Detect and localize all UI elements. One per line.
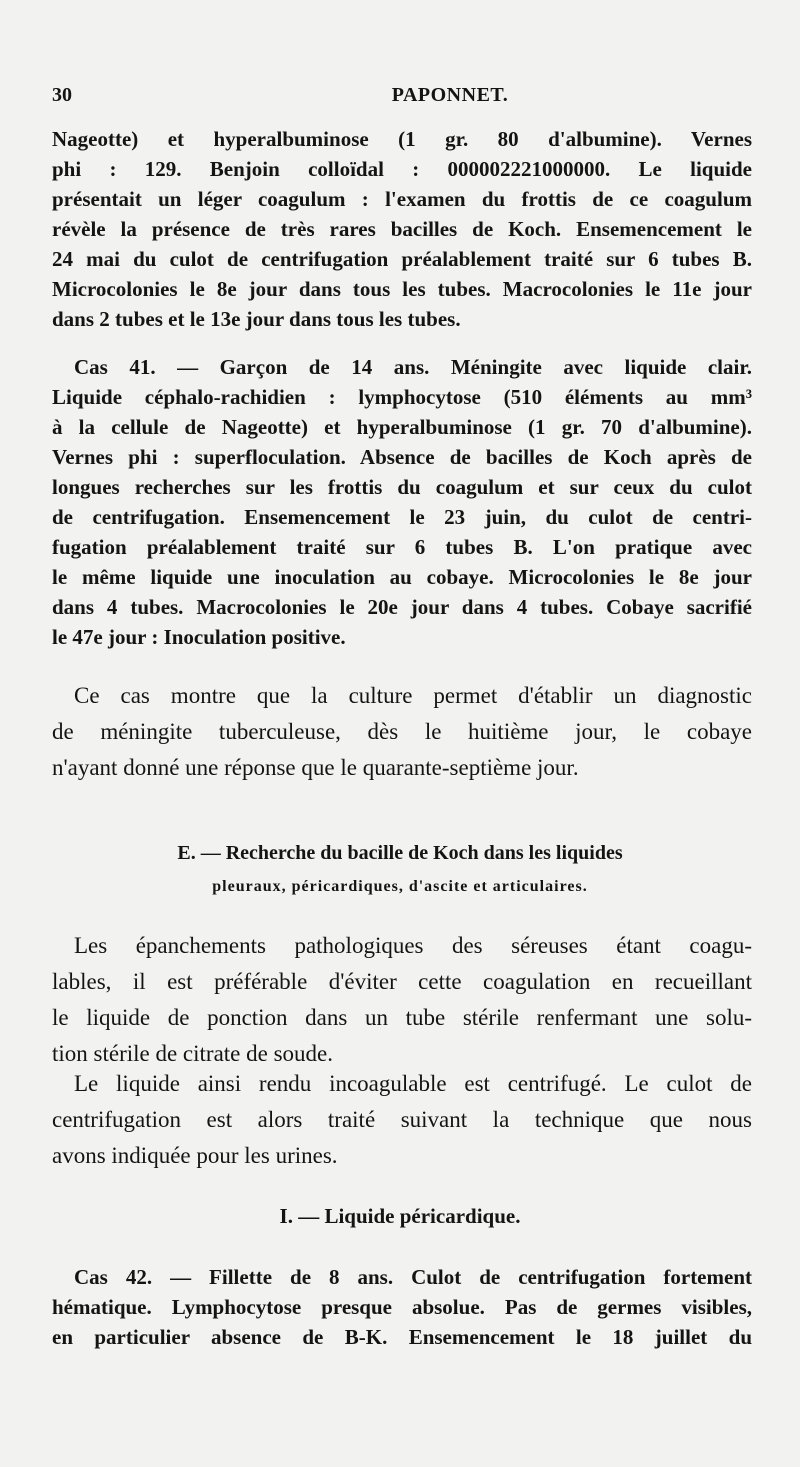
text-line: Le liquide ainsi rendu incoagulable est centrifugé. Le culot de — [74, 1071, 752, 1096]
text-line: avons indiquée pour les urines. — [52, 1143, 338, 1168]
text-line: dans 2 tubes et le 13e jour dans tous les tubes. — [52, 307, 461, 331]
page-header — [52, 84, 752, 112]
text-line: centrifugation est alors traité suivant la technique que nous — [52, 1107, 752, 1132]
paragraph-case-40-end — [52, 124, 752, 334]
text-line: longues recherches sur les frottis du coagulum et sur ceux du culot — [52, 475, 752, 499]
text-line: Nageotte) et hyperalbuminose (1 gr. 80 d'albumine). Vernes — [52, 127, 752, 151]
paragraph-case-42 — [52, 1262, 752, 1352]
text-line: le liquide de ponction dans un tube stérile renfermant une solu- — [52, 1005, 752, 1030]
text-line: dans 4 tubes. Macrocolonies le 20e jour dans 4 tubes. Cobaye sacrifié — [52, 595, 752, 619]
running-title: PAPONNET. — [391, 84, 509, 106]
text-line: présentait un léger coagulum : l'examen du frottis de ce coagulum — [52, 187, 752, 211]
text-line: fugation préalablement traité sur 6 tubes B. L'on pratique avec — [52, 535, 752, 559]
text-line: révèle la présence de très rares bacilles de Koch. Ensemencement le — [52, 217, 752, 241]
text-line: Microcolonies le 8e jour dans tous les tubes. Macrocolonies le 11e jour — [52, 277, 752, 301]
text-line: lables, il est préférable d'éviter cette coagulation en recueillant — [52, 969, 752, 994]
text-line: n'ayant donné une réponse que le quarante-septième jour. — [52, 755, 579, 780]
text-line: le 47e jour : Inoculation positive. — [52, 625, 346, 649]
section-title-line-2: pleuraux, péricardiques, d'ascite et articulaires. — [212, 878, 588, 895]
text-line: en particulier absence de B-K. Ensemencement le 18 juillet du — [52, 1325, 752, 1349]
text-line: Cas 41. — Garçon de 14 ans. Méningite avec liquide clair. — [74, 355, 752, 379]
page-number: 30 — [52, 84, 72, 106]
text-line: Vernes phi : superfloculation. Absence de bacilles de Koch après de — [52, 445, 752, 469]
subsection-title: I. — Liquide péricardique. — [279, 1204, 521, 1228]
text-line: Liquide céphalo-rachidien : lymphocytose (510 éléments au mm³ — [52, 385, 752, 409]
paragraph-conclusion — [52, 678, 752, 786]
text-line: 24 mai du culot de centrifugation préalablement traité sur 6 tubes B. — [52, 247, 752, 271]
text-line: à la cellule de Nageotte) et hyperalbuminose (1 gr. 70 d'albumine). — [52, 415, 752, 439]
text-line: le même liquide une inoculation au cobaye. Microcolonies le 8e jour — [52, 565, 752, 589]
text-line: tion stérile de citrate de soude. — [52, 1041, 334, 1066]
text-line: Les épanchements pathologiques des séreuses étant coagu- — [74, 933, 752, 958]
section-title-line-1: E. — Recherche du bacille de Koch dans les liquides — [177, 842, 623, 864]
paragraph-effusions — [52, 928, 752, 1072]
text-line: Ce cas montre que la culture permet d'établir un diagnostic — [74, 683, 752, 708]
text-line: de méningite tuberculeuse, dès le huitième jour, le cobaye — [52, 719, 752, 744]
text-line: hématique. Lymphocytose presque absolue. Pas de germes visibles, — [52, 1295, 752, 1319]
text-line: de centrifugation. Ensemencement le 23 juin, du culot de centri- — [52, 505, 752, 529]
text-line: phi : 129. Benjoin colloïdal : 000002221000000. Le liquide — [52, 157, 752, 181]
paragraph-centrifugation — [52, 1066, 752, 1174]
paragraph-case-41 — [52, 352, 752, 652]
text-line: Cas 42. — Fillette de 8 ans. Culot de centrifugation fortement — [74, 1265, 752, 1289]
